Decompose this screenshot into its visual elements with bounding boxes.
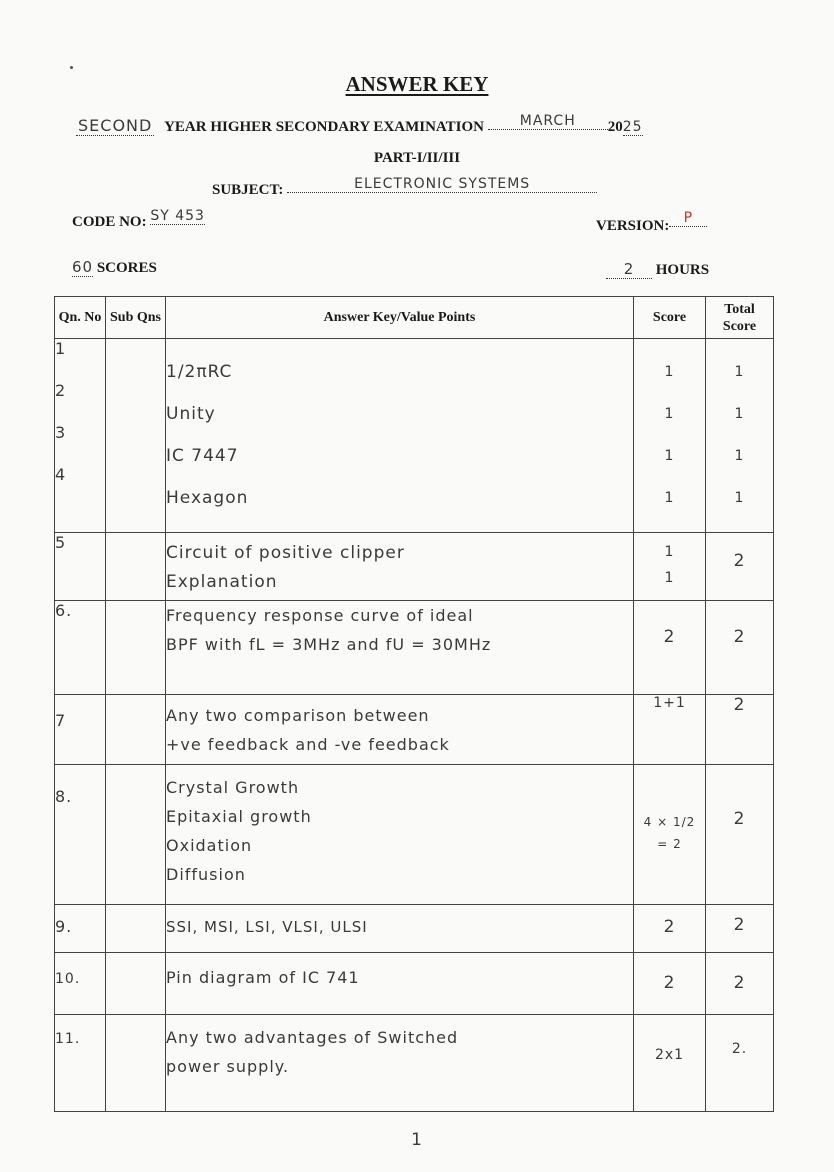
answer-cell: SSI, MSI, LSI, VLSI, ULSI: [166, 905, 634, 953]
total-cell: 1 1 1 1: [706, 339, 774, 533]
exam-text: YEAR HIGHER SECONDARY EXAMINATION: [164, 119, 484, 135]
year-handwritten: SECOND: [78, 116, 153, 135]
total-cell: 2: [706, 905, 774, 953]
answer-cell: Frequency response curve of ideal BPF with fL = 3MHz and fU = 30MHz: [166, 601, 634, 695]
exam-line: [76, 113, 766, 136]
answer-cell: Circuit of positive clipper Explanation: [166, 533, 634, 601]
hours-label: HOURS: [655, 262, 710, 278]
subject-label: SUBJECT:: [212, 182, 284, 198]
page-number: 1: [411, 1130, 423, 1150]
answer-cell: Any two advantages of Switched power supply.: [166, 1015, 634, 1112]
total-cell: 2: [706, 601, 774, 695]
version-label: VERSION:: [596, 218, 670, 234]
table-row: [55, 953, 774, 1015]
total-cell: 2: [706, 533, 774, 601]
subject-value: ELECTRONIC SYSTEMS: [287, 176, 597, 193]
total-cell: 2.: [706, 1015, 774, 1112]
sub-qn-cell: [106, 339, 166, 533]
code-label: CODE NO:: [72, 214, 147, 230]
year-prefix: 20: [607, 119, 623, 135]
score-cell: 4 × 1/2 = 2: [634, 765, 706, 905]
total-cell: 2: [706, 953, 774, 1015]
header-score: Score: [634, 297, 706, 339]
header-sub-qns: Sub Qns: [106, 297, 166, 339]
hours-value: 2: [606, 260, 652, 279]
page-title: ANSWER KEY: [345, 72, 489, 96]
score-cell: 2: [634, 905, 706, 953]
score-cell: 1+1: [634, 695, 706, 765]
table-row: [55, 765, 774, 905]
table-row: [55, 905, 774, 953]
qn-cell: 8.: [55, 765, 106, 905]
qn-cell: 1 2 3 4: [55, 339, 106, 533]
score-cell: 1 1: [634, 533, 706, 601]
version-line: [596, 210, 707, 235]
answer-cell: Pin diagram of IC 741: [166, 953, 634, 1015]
sub-qn-cell: [106, 953, 166, 1015]
qn-cell: 10.: [55, 953, 106, 1015]
answer-cell: Crystal Growth Epitaxial growth Oxidation Diffusion: [166, 765, 634, 905]
qn-cell: 6.: [55, 601, 106, 695]
sub-qn-cell: [106, 695, 166, 765]
score-cell: 1 1 1 1: [634, 339, 706, 533]
subject-line: [212, 176, 597, 199]
version-value: P: [669, 210, 707, 227]
table-row: [55, 533, 774, 601]
sub-qn-cell: [106, 1015, 166, 1112]
answer-cell: 1/2πRC Unity IC 7447 Hexagon: [166, 339, 634, 533]
header-total-score: Total Score: [706, 297, 774, 339]
table-header-row: [55, 297, 774, 339]
header-answer-key: Answer Key/Value Points: [166, 297, 634, 339]
scores-label: SCORES: [96, 260, 157, 276]
year-suffix: 25: [622, 119, 643, 135]
score-cell: 2: [634, 601, 706, 695]
sub-qn-cell: [106, 601, 166, 695]
table-row: [55, 695, 774, 765]
month-handwritten: MARCH: [488, 113, 608, 130]
sub-qn-cell: [106, 533, 166, 601]
table-row: [55, 1015, 774, 1112]
total-cell: 2: [706, 695, 774, 765]
score-cell: 2x1: [634, 1015, 706, 1112]
code-value: SY 453: [150, 208, 205, 224]
total-cell: 2: [706, 765, 774, 905]
hours-line: [606, 260, 709, 279]
table-row-group-1-4: [55, 339, 774, 533]
part-label: PART-I/II/III: [373, 150, 461, 166]
scores-value: 60: [72, 258, 94, 276]
qn-cell: 7: [55, 695, 106, 765]
score-cell: 2: [634, 953, 706, 1015]
answer-key-table: [54, 296, 774, 1112]
scores-line: [72, 258, 157, 277]
answer-cell: Any two comparison between +ve feedback and -ve feedback: [166, 695, 634, 765]
qn-cell: 9.: [55, 905, 106, 953]
ink-speck: [70, 66, 73, 69]
header-qn-no: Qn. No: [55, 297, 106, 339]
qn-cell: 5: [55, 533, 106, 601]
sub-qn-cell: [106, 765, 166, 905]
sub-qn-cell: [106, 905, 166, 953]
table-row: [55, 601, 774, 695]
qn-cell: 11.: [55, 1015, 106, 1112]
code-line: [72, 208, 205, 231]
